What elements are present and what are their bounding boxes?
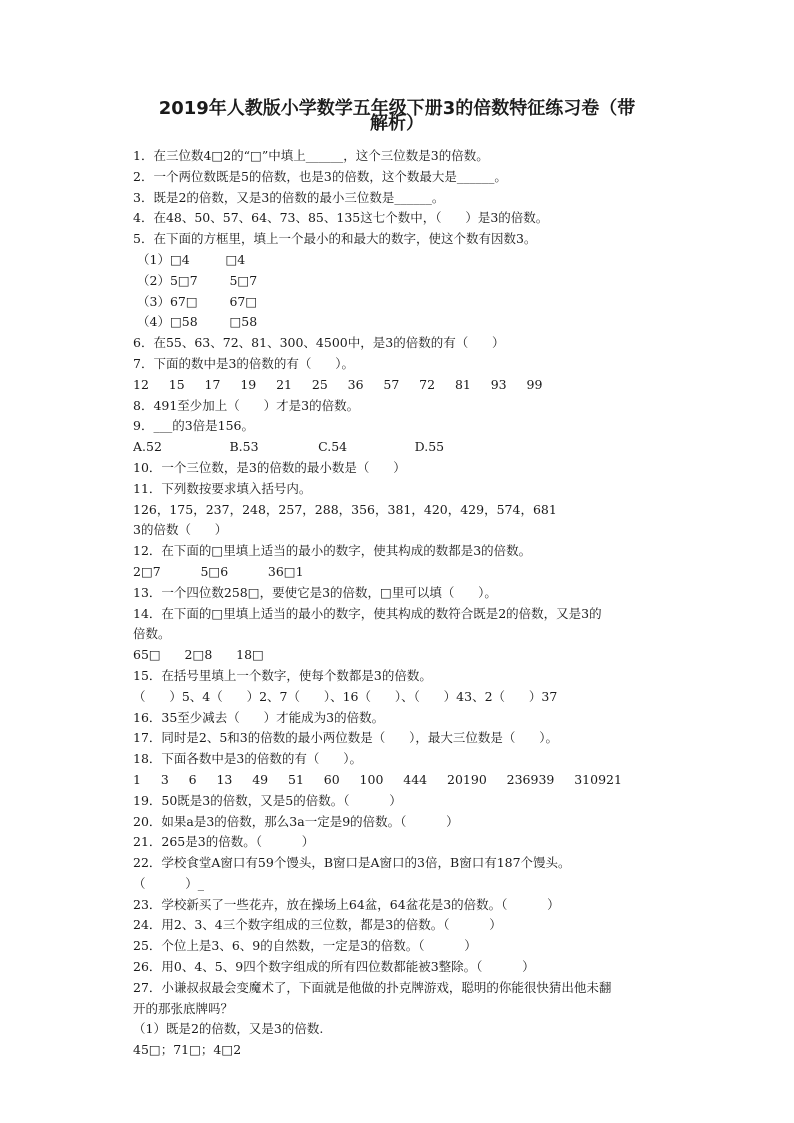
question-3: 3．既是2的倍数，又是3的倍数的最小三位数是______。 [133, 189, 445, 205]
question-11-numbers: 126，175，237，248，257，288，356，381，420，429，574，681 [133, 501, 557, 517]
question-9-options: A.52 B.53 C.54 D.55 [133, 439, 445, 455]
question-19: 19．50既是3的倍数，又是5的倍数。（ ） [133, 792, 402, 808]
question-11-answer: 3的倍数（ ） [133, 522, 228, 538]
question-4: 4．在48、50、57、64、73、85、135这七个数中，（ ）是3的倍数。 [133, 210, 549, 226]
question-20: 20．如果a是3的倍数，那么3a一定是9的倍数。（ ） [133, 813, 459, 829]
question-9: 9．___的3倍是156。 [133, 418, 255, 434]
question-15: 15．在括号里填上一个数字，使每个数都是3的倍数。 [133, 667, 432, 683]
question-2: 2．一个两位数既是5的倍数，也是3的倍数，这个数最大是______。 [133, 168, 507, 184]
question-8: 8．491至少加上（ ）才是3的倍数。 [133, 397, 360, 413]
question-5: 5．在下面的方框里，填上一个最小的和最大的数字，使这个数有因数3。 [133, 231, 537, 247]
question-list [133, 146, 673, 1061]
question-1: 1．在三位数4□2的“□”中填上______，这个三位数是3的倍数。 [133, 148, 489, 163]
question-21: 21．265是3的倍数。（ ） [133, 834, 315, 850]
question-27-part-1: （1）既是2的倍数，又是3的倍数. [133, 1021, 324, 1037]
question-22-answer: （ ）_ [133, 875, 204, 891]
question-23: 23．学校新买了一些花卉，放在操场上64盆，64盆花是3的倍数。（ ） [133, 896, 560, 912]
question-22: 22．学校食堂A窗口有59个馒头，B窗口是A窗口的3倍，B窗口有187个馒头。 [133, 855, 571, 871]
question-17: 17．同时是2、5和3的倍数的最小两位数是（ ），最大三位数是（ ）。 [133, 730, 558, 746]
question-12: 12．在下面的□里填上适当的最小的数字，使其构成的数都是3的倍数。 [133, 543, 532, 559]
question-24: 24．用2、3、4三个数字组成的三位数，都是3的倍数。（ ） [133, 917, 502, 933]
question-7-numbers: 12 15 17 19 21 25 36 57 72 81 93 99 [133, 376, 543, 392]
question-5-part-2: （2）5□7 5□7 [137, 272, 258, 288]
question-6: 6．在55、63、72、81、300、4500中，是3的倍数的有（ ） [133, 335, 505, 351]
question-15-items: （ ）5、4（ ）2、7（ ）、16（ ）、（ ）43、2（ ）37 [133, 688, 558, 704]
question-18-numbers: 1 3 6 13 49 51 60 100 444 20190 236939 310921 [133, 771, 622, 787]
question-27: 27．小谦叔叔最会变魔术了，下面就是他做的扑克牌游戏，聪明的你能很快猜出他未翻 [133, 979, 612, 995]
question-5-part-1: （1）□4 □4 [137, 251, 246, 267]
question-14-cont: 倍数。 [133, 626, 171, 642]
question-11: 11．下列数按要求填入括号内。 [133, 480, 312, 496]
document-title-line-1: 2019年人教版小学数学五年级下册3的倍数特征练习卷（带 [158, 98, 636, 119]
question-13: 13．一个四位数258□，要使它是3的倍数，□里可以填（ ）。 [133, 584, 497, 600]
question-25: 25．个位上是3、6、9的自然数，一定是3的倍数。（ ） [133, 938, 477, 954]
question-5-part-4: （4）□58 □58 [137, 314, 258, 330]
document-title-line-2: 解析） [370, 113, 424, 134]
question-14-items: 65□ 2□8 18□ [133, 647, 264, 663]
question-14: 14．在下面的□里填上适当的最小的数字，使其构成的数符合既是2的倍数，又是3的 [133, 605, 602, 621]
question-18: 18．下面各数中是3的倍数的有（ ）。 [133, 751, 362, 767]
question-12-items: 2□7 5□6 36□1 [133, 563, 304, 579]
question-7: 7．下面的数中是3的倍数的有（ ）。 [133, 355, 354, 371]
question-27-cont: 开的那张底牌吗？ [133, 1000, 234, 1016]
question-10: 10．一个三位数，是3的倍数的最小数是（ ） [133, 459, 406, 475]
question-16: 16．35至少减去（ ）才能成为3的倍数。 [133, 709, 385, 725]
question-5-part-3: （3）67□ 67□ [137, 293, 258, 309]
question-27-part-1-items: 45□；71□；4□2 [133, 1042, 242, 1058]
question-26: 26．用0、4、5、9四个数字组成的所有四位数都能被3整除。（ ） [133, 959, 535, 975]
